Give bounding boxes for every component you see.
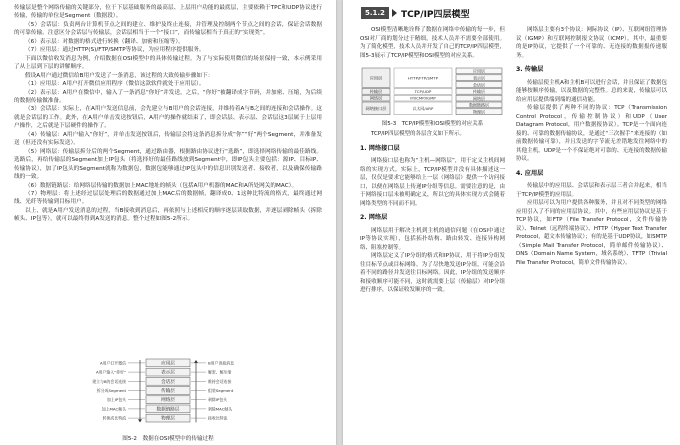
paragraph: 传输层使主机A和主机B可以进行会话，并且保证了数据包能够按顺序传输，以及数据的完整性。总的来说，传输层可以给应用层提供端到端的通信功能。 xyxy=(516,79,667,103)
paragraph: 网络层主要有3个协议：网际协议（IP）、互联网组管理协议（IGMP）和互联网控制报文协议（ICMP）。其中，最重要的是IP协议，它提供了一个可靠的、无连接的数据报传递服务。 xyxy=(516,27,667,59)
paragraph: 下面以微信收发消息为例，介绍数据在OSI模型中的具体传输过程。为了与实际使用微信的场景保持一致，本示例采用了从上层到下层的讲解顺序。 xyxy=(14,55,322,71)
section-number: 5.1.2 xyxy=(361,7,389,19)
tcp-layer-label: 网络层 xyxy=(369,95,383,101)
section-heading xyxy=(361,6,470,20)
layer-label: 数据链路层 xyxy=(156,407,180,413)
paragraph: 假设A用户通过微信给B用户发送了一条消息，该过程的大致传输步骤如下： xyxy=(25,72,214,79)
figure-caption: 图5-2 数据在OSI模型中的传输过程 xyxy=(122,436,214,442)
right-page xyxy=(343,0,680,445)
right-note: 接收比特流 xyxy=(208,415,228,421)
left-notes-group xyxy=(92,360,145,420)
paragraph: （2）表示层：A用户在微信中，输入了一条消息“你好”并发送。之后，“你好”被翻译成字节码，并加密、压缩，为后续的数据传输做准备。 xyxy=(14,89,322,104)
osi-layer-label: 表示层 xyxy=(473,75,485,81)
paragraph: 网络层用于解决主机到主机的通信问题（在OSI中通过IP等协议实现），包括拓扑结构、路由转发、连接异构网络、阻塞控制等。 xyxy=(360,227,505,251)
left-note: 建立与B的会话连接 xyxy=(92,378,126,384)
right-page-column-2 xyxy=(516,26,667,267)
right-notes-group xyxy=(191,360,234,420)
up-arrow-icon xyxy=(194,360,198,363)
layer-label: 应用层 xyxy=(161,361,175,367)
osi-layer-label: 应用层 xyxy=(473,68,485,74)
paragraph: OSI模型清晰地诠释了数据在网络中传输的每一步，但OSI对厂商的划分过于精细，技术人员并不需要全部使用。为了简化模型，技术人员并开发了自己的TCP/IP四层模型，图5-3展示了TCP/IP模型和OSI模型的对应关系。 xyxy=(360,27,505,59)
right-note: 剥除MAC帧头 xyxy=(208,406,233,412)
right-note: 剥除IP包头 xyxy=(208,397,228,403)
paragraph: （4）传输层：A用户输入“你好”，并单击发送按钮后，传输层会将这条消息拆分成“你”“好”两个Segment，并准备发送（但还没有实际发送）。 xyxy=(14,131,322,147)
layer-label: 传输层 xyxy=(161,389,175,394)
left-note: A用户打开微信 xyxy=(99,360,126,366)
layer-label: 表示层 xyxy=(161,370,175,376)
paragraph: 网络接口层也称为“主机—网络层”，用于定义主机间网络的实现方式。实际上，TCP/IP模型并没有具体描述这一层，仅仅是要求它能够给上一层（网络层）提供一个访问接口，以便在网络层上传递IP分组等信息。需要注意的是，由于网络接口层未被明确定义，所以它的具体实现方式会随着网络类型的不同而不同。 xyxy=(360,158,505,207)
protocol-label: HTTP/FTP/SMTP xyxy=(407,75,439,81)
paragraph: （7）应用层：通过HTTP(S)/FTP/SMTP等协议，为应用程序提供服务。 xyxy=(25,47,205,54)
layer-label: 物理层 xyxy=(161,416,175,422)
left-page-text xyxy=(14,4,322,224)
left-note: 加上IP包头 xyxy=(106,397,126,403)
tcpip-osi-figure xyxy=(360,66,505,118)
layer-label: 会话层 xyxy=(161,379,175,385)
subheading: 4. 应用层 xyxy=(516,169,544,177)
osi-layer-label: 物理层 xyxy=(473,109,485,115)
paragraph: （5）会话层：负责两台计算机节点之间的建立、维护及终止连接，并管理及控制两个节点之间的会话，保证会话数据的可靠传输。注意区分会话层与传输层，会话层相当于一个“接口”，而传输层相当于真正的“实现类”。 xyxy=(14,21,322,37)
osi-layer-label: 会话层 xyxy=(473,82,485,88)
right-note: 维持会话连接 xyxy=(208,378,232,384)
paragraph: 网络层定义了IP分组的格式和IP协议，用于将IP分组发往目标节点或目标网络。为了尽快地发送IP分组，可能会沿着不同的路径并发送往目标网络。因此，IP分组的发送顺序和接收顺序可能不同，这时就需要上层（传输层）对IP分组进行排序，以保证收发顺序的一致。 xyxy=(360,253,505,293)
subheading: 3. 传输层 xyxy=(516,66,544,73)
section-title: TCP/IP四层模型 xyxy=(400,9,470,20)
down-arrow-icon xyxy=(138,419,142,422)
triangle-icon xyxy=(392,9,397,17)
osi-transmission-figure xyxy=(68,355,268,431)
right-page-column-1 xyxy=(360,26,505,295)
layer-label: 网络层 xyxy=(161,398,175,404)
left-note: 转换成比特流 xyxy=(102,415,126,421)
paragraph: TCP/IP四层模型的各层含义如下所示。 xyxy=(371,131,465,137)
paragraph: 应用层可以为用户提供各种服务，并且对不同类型的网络应用引入了不同的应用层协议。其中，有些应用层协议是基于TCP协议，如FTP（File Transfer Protocol，文件传输协议）、Telnet（远程终端协议）、HTTP（Hyper Text Transfer Protocol，超文本传输协议）；有的是基于UDP协议，如SMTP（Simple Mail Transfer Protocol，简单邮件传输协议）、DNS（Domain Name System，域名系统）、TFTP（Trivial File Transfer Protocol，简单文件传输协议）。 xyxy=(516,200,667,266)
paragraph: （6）数据链路层：给网络层传输的数据加上MAC地址的帧头（包括A用户机器的MAC和A所处网关的MAC）。 xyxy=(25,182,298,189)
protocol-label: IP/ICMP/IGMP xyxy=(410,95,436,101)
right-note: 组装Segment xyxy=(208,388,234,393)
protocol-label: TCP/UDP xyxy=(414,88,432,94)
subheading: 1. 网络接口层 xyxy=(360,144,400,152)
osi-layer-label: 传输层 xyxy=(473,89,485,95)
paragraph: 以上，就是A用户发送消息的过程，当B接收到消息后，再依照与上述相反的顺序逐层读取数据，并逐层剥除帧头（拆除帧头、IP包等），就可以最终得到A发送的消息。整个过程如图5-2所示。 xyxy=(14,207,322,223)
left-note: 拆分成Segment xyxy=(96,388,126,393)
protocol-label: 以太网/ARP xyxy=(412,105,434,111)
left-note: A用户输入“你好” xyxy=(95,369,126,375)
left-note: 加上MAC帧头 xyxy=(101,406,126,412)
paragraph: 传输层提供了两种不同的协议：TCP（Transmission Control Protocol，传输控制协议）和UDP（User Datagram Protocol，用户数据报协议）。TCP是一个面向连接的、可靠的数据传输协议，是通过“三次握手”来连接的（如前数据传输可靠），并且发送的字节流无差错地发往网络中的其他主机。UDP是一个不保证绝对可靠的、无连接的数据传输协议。 xyxy=(516,105,667,162)
tcp-layer-label: 应用层 xyxy=(369,75,383,81)
tcpip-osi-group xyxy=(362,68,502,115)
right-note: B用户读取消息 xyxy=(208,360,235,366)
paragraph: （1）应用层：A用户打开微信应用程序（微信这款软件就处于应用层）。 xyxy=(25,81,205,88)
tcp-layer-label: 网络接口层 xyxy=(365,105,387,111)
paragraph: （7）物理层：将上述经过层层处理后的数据通过加上MAC后的数据帧，翻译成0、1这种比特流的格式，最终通过网线、光纤等传输到目标用户。 xyxy=(14,190,322,206)
figure-caption: 图5-3 TCP/IP模型和OSI模型的对应关系 xyxy=(381,121,484,127)
paragraph: （6）表示层：对数据的格式进行转换（翻译、加密和压缩等）。 xyxy=(25,38,184,45)
paragraph: 传输层是整个网络传输的关键部分，位于下层基础服务的最高层、上层用户功能的最底层，主要依赖于TPC和UDP协议进行传输，传输的单位是Segment（数据段）。 xyxy=(14,5,322,20)
paragraph: （5）网络层：传输层拆分后的两个Segment，通过路由器，根据路由协议进行“选路”，即选择网络传输的最佳路线。选路后，再给传输层的Segment加上IP包头（将选择好的最佳路线放到Segment中，即IP包头主要包括：源IP、目标IP、传输协议），加了IP包头的Segment就称为数据包，数据包能够通过IP包头中的信息识别发送者、接收者，以及确保传输路线的一致。 xyxy=(14,148,322,181)
osi-layer-label: 网络层 xyxy=(473,95,485,101)
paragraph: 传输层中的应用层、会话层和表示层三者合并起来，相当于TCP/IP模型的应用层。 xyxy=(516,183,667,198)
paragraph: （3）会话层：实际上，在A用户发送信息前，会先建立与B用户的会话连接，并维持着A与B之间的连接和会话操作。这就是会话层的工作。此外，在A用户单击发送按钮后，A用户的操作就结束了，即会话层、表示层、会话层这3层属于上层用户操作，之后就是下层硬件的操作了。 xyxy=(14,106,322,130)
left-page xyxy=(0,0,336,445)
right-note: 解密、解压缩 xyxy=(208,369,232,375)
tcp-layer-label: 传输层 xyxy=(369,88,383,94)
osi-layer-label: 数据链路层 xyxy=(469,102,489,108)
layer-stack-group xyxy=(138,359,198,422)
subheading: 2. 网络层 xyxy=(360,214,388,221)
